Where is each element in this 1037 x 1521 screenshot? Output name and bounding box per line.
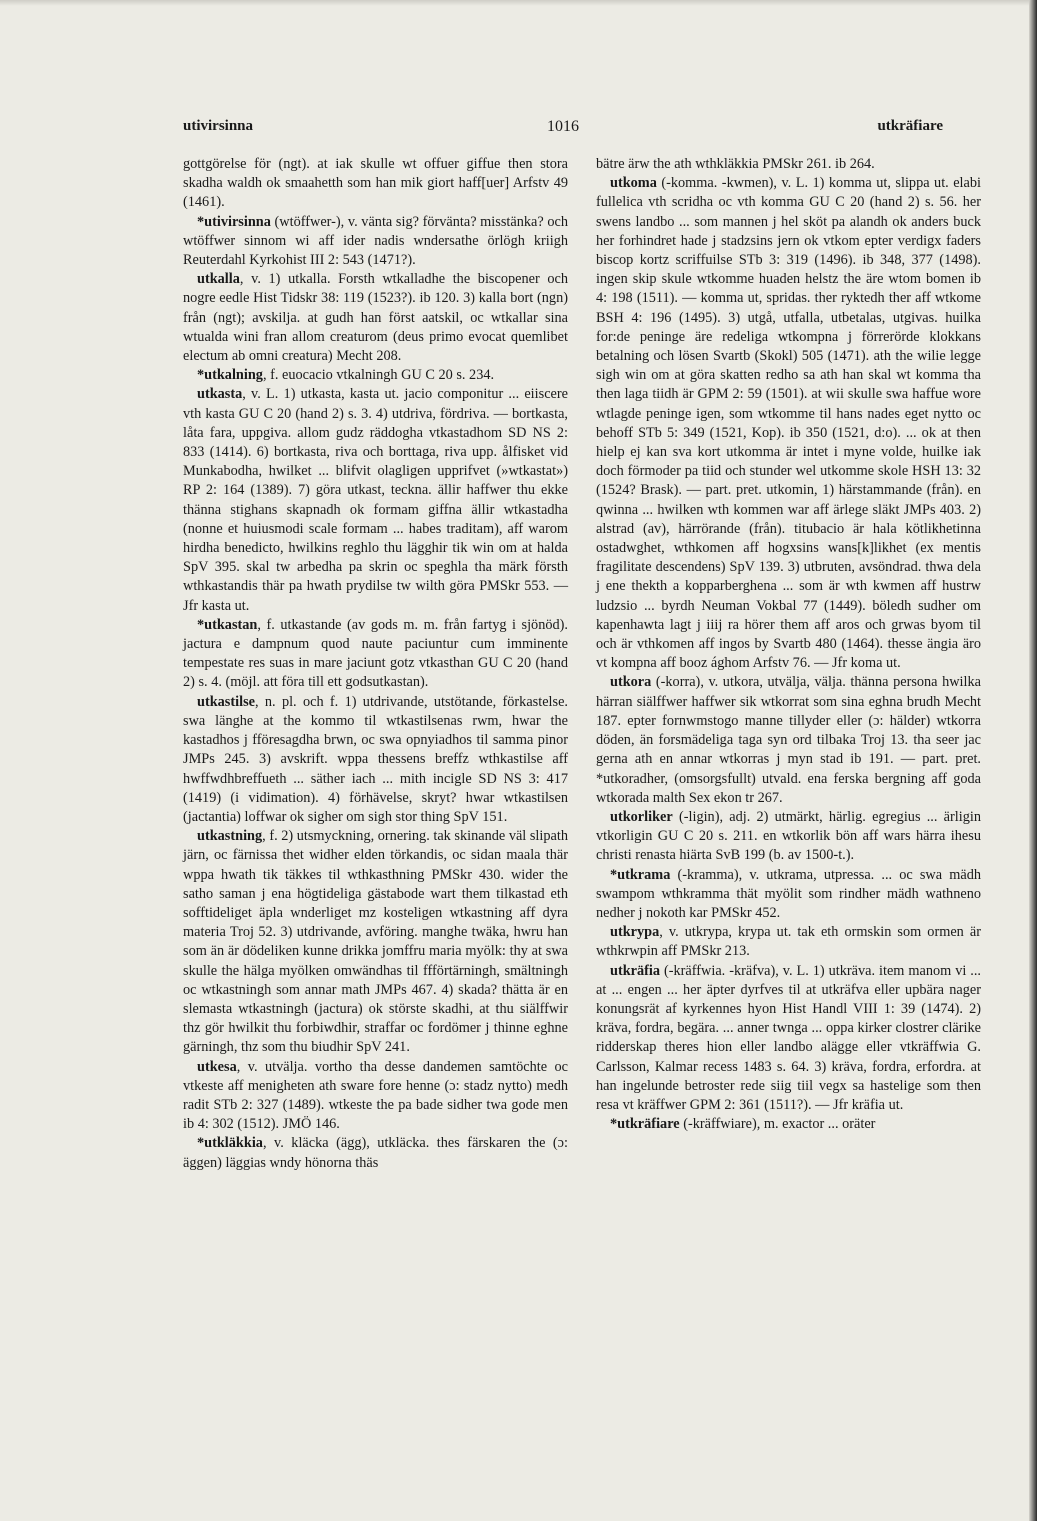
page-binding-edge [1029,0,1037,1521]
dictionary-entry: utkorliker (-ligin), adj. 2) utmärkt, härlig. egregius ... ärligin vtkorligin GU C 20 s. 211. en wtkorlik bön aff wars härra ihesu christi renasta hiärta SvB 199 (b. av 1500-t.). [596,808,981,864]
headword: utkrypa [610,924,660,941]
page-number: 1016 [547,118,579,135]
headword: *utkastan [197,616,258,633]
headword: utkasta [197,386,243,403]
headword: *utivirsinna [197,213,271,230]
dictionary-entry: *utkläkkia, v. kläcka (ägg), utkläcka. thes färskaren the (ɔ: äggen) läggias wndy hönorna thäs [183,1135,568,1171]
headword: utkastning [197,828,263,845]
dictionary-entry: *utkräfiare (-kräffwiare), m. exactor ... oräter [610,1116,876,1133]
headword: utkesa [197,1058,237,1075]
dictionary-entry: utkora (-korra), v. utkora, utvälja, välja. thänna persona hwilka härran siälffwer haffwer sik wtkorrat som sina eghna brudh Mecht 187. epter fornwmstogo manne tillyder eller (ɔ: hälder) wtkorra döden, än forsmädeliga taga syn ord tilbaka Troj 13. tha seer jac gerna ath en annar wtkorras j myn stad ib 191. — part. pret. *utkoradher, (omsorgsfullt) utvald. ena ferska bergning aff goda wtkorada malth Sex ekon tr 267. [596,674,981,806]
right-column [596,155,981,1134]
dictionary-entry: *utkastan, f. utkastande (av gods m. m. från fartyg i sjönöd). jactura e dampnum quod naute paciuntur cum imminente tempestate res suas in mare jaciunt gotz vtkasthan GU C 20 (hand 2) s. 4. (möjl. att föra till ett godsutkastan). [183,616,568,691]
headword: utkorliker [610,808,673,825]
dictionary-entry: utkastning, f. 2) utsmyckning, ornering. tak skinande väl slipath järn, oc färnissa thet widher elden törkandis, oc sidan maala thär wppa hwath tik täkkes til wthkasthning PMSkr 430. wider the satho saman j ena högtideliga gästabode wart them tilkastad eth sofftideliget äpla wnderliget mz kosteligen wtkastning aff dyra materia Troj 52. 3) utdrivande, avföring. manghe twäka, hwru han som än är dödeliken kunne drikka jomffru maria myölk: thy at swa skulle the hälga myölken omwändhas til ffförtärningh, smältningh oc wtkastningh som annar math JMPs 467. 4) skada? thätta är en slemasta wtkastningh (jactura) ok störste skadhi, at thu siälffwir thz gör hwilkit thu forbiwdhir, straffar oc fordömer j thinne eghne gärningh, thz som thu biudhir SpV 241. [183,828,568,1056]
headword: *utkräfiare [610,1116,680,1133]
headword: utkoma [610,175,657,192]
dictionary-entry: utkesa, v. utvälja. vortho tha desse dandemen samtöchte oc vtkeste aff menigheten ath sware fore henne (ɔ: stadz nytto) medh radit STb 2: 327 (1489). wtkeste the pa bade sidher twa gode men ib 4: 302 (1512). JMÖ 146. [183,1058,568,1133]
dictionary-entry: *utkalning, f. euocacio vtkalningh GU C 20 s. 234. [197,367,495,384]
dictionary-entry: utkastilse, n. pl. och f. 1) utdrivande, utstötande, förkastelse. swa länghe at the kommo til wtkastilsenas rwm, hwar the kastadhos j fföresagdha brwn, oc swa opnyiadhos til samma pinor JMPs 245. 3) avskrift. wppa thessens breffz wthkastilse aff hwffwdhbreffueth ... säther iach ... mith incigle SD NS 3: 417 (1419) (i vidimation). 4) förhävelse, skryt? hwar wtkastilsen (jactantia) loffwar ok sigher om sigh stor thing SpV 151. [183,693,568,825]
headword: *utkrama [610,866,671,883]
header-left-guide-word: utivirsinna [183,118,254,134]
dictionary-entry: utkräfia (-kräffwia. -kräfva), v. L. 1) utkräva. item manom vi ... at ... engen ... her äpter dyrfves til at utkräfva eller upbära nager konungsrät af kyrkennes hyon Hist Handl VIII 1: 39 (1474). 2) kräva, fordra, begära. ... anner twnga ... oppa kirker clostrer clärike ridderskap theres hion eller landbo alägge eller vtkräffwia G. Carlsson, Kalmar recess 1483 s. 64. 3) kräva, fordra, erfordra. at han ingelunde betroster rede siig tiil vegx sa hastelige som then resa vt kräffwer GPM 2: 361 (1511?). — Jfr kräfia ut. [596,962,981,1113]
headword: *utkläkkia [197,1135,263,1152]
dictionary-entry: utkoma (-komma. -kwmen), v. L. 1) komma ut, slippa ut. elabi fullelica vth scridha oc vth komma GU C 20 (hand 2) s. 56. her swens landbo ... som mannen j hel sköt pa alandh ok anders buck her forhindret hade j stadzsins jern ok vtkom epter verdigx faders biscop kortz scriffuilse STb 3: 319 (1496). ib 348, 377 (1498). ingen skip skule wtkomme huaden helstz the äre wtom bomen ib 4: 198 (1511). — komma ut, spridas. ther ryktedh ther aff wtkome BSH 4: 196 (1495). 3) utgå, utfalla, utbetalas, utgivas. huilka for:de peninge äre redeliga wtkompna j förrerörde klokkans betalning och lösen Svartb (Skokl) 505 (1471). ath the wilie legge sigh win om at göra skatten redho sa ath han skal wt komma tha then laga tiidh är GPM 2: 59 (1501). at wii skulle swa haffue wore wtlagde peninge igen, som wtkomme til hans nades eget nytto oc behoff STb 5: 349 (1521, Kop). ib 350 (1521, d:o). ... ok at then hielp ej kan sva kort utkomma är intet i myne volde, huilke iak doch förmoder pa tiid och stunder wel utkomme skole HSH 13: 32 (1524? Brask). — part. pret. utkomin, 1) härstammande (från). en qwinna ... hwilken wth kommen war aff ärlege släkt JMPs 403. 2) alstrad (av), härrörande (från). titubacio är hala kötlikhetinna ostadwghet, wthkomen aff hogxsins wans[k]likhet (ex mentis fragilitate descendens) SpV 139. 3) utbruten, avsöndrad. thwa dela j ene thekth a kopparberghena ... som är wth kwmen aff hustrw ludzsio ... byrdh Neuman Vokbal 77 (1449). böledh sudher om kapenhawta lagt j iiij ra hörer them aff aros och grwas byom til och är vthkomen aff ingos by Svartb 480 (1464). thesse ängia äro vt kompna aff booz ághom Arfstv 76. — Jfr koma ut. [596,175,981,672]
dictionary-entry: bätre ärw the ath wthkläkkia PMSkr 261. ib 264. [596,156,875,172]
page-top-edge [0,0,1037,6]
dictionary-entry: utkalla, v. 1) utkalla. Forsth wtkalladhe the biscopener och nogre eedle Hist Tidskr 38: 119 (1523?). ib 120. 3) kalla bort (ngn) från (ngt); avskilja. at gudh han först aatskil, oc wtkallar sina wtualda wini fran allom creaturom (deus primo evocat quemlibet electum ab omni creatura) Mecht 208. [183,271,568,365]
dictionary-entry: utkasta, v. L. 1) utkasta, kasta ut. jacio componitur ... eiiscere vth kasta GU C 20 (hand 2) s. 3. 4) utdriva, fördriva. — bortkasta, låta fara, uppgiva. allom gudz räddogha vtkastadhom SD NS 2: 833 (1414). 6) bortkasta, riva och borttaga, riva upp. ålfisket vid Munkabodha, hwilket ... blifvit olagligen upprifvet (»wtkastat») RP 2: 164 (1389). 7) göra utkast, teckna. ällir haffwer thu ekke thänna stighans skapnadh ok formam giffna ällir wtkastadha (nonne et huiusmodi scale formam ... habes traditam), aff warom hirdha benedicto, hwilkins reghlo thu lägghir tik win om at halda SpV 395. skal tw arbedha pa skrin oc speghla tha märk försth wthkastandis thär pa hwath prydilse tw wilth göra PMSkr 553. — Jfr kasta ut. [183,386,568,614]
dictionary-entry: gottgörelse för (ngt). at iak skulle wt offuer giffue then stora skadha waldh ok smaahetth som han mik giort haff[uer] Arfstv 49 (1461). [183,156,568,211]
dictionary-entry: utkrypa, v. utkrypa, krypa ut. tak eth ormskin som ormen är wthkrwpin aff PMSkr 213. [596,924,981,960]
headword: utkalla [197,271,240,288]
headword: utkräfia [610,962,661,979]
dictionary-entry: *utivirsinna (wtöffwer-), v. vänta sig? förvänta? misstänka? och wtöffwer sinnom wi aff ider nadis wndersathe örlögh kriigh Reuterdahl Kyrkohist III 2: 543 (1471?). [183,213,568,269]
headword: utkastilse [197,693,255,710]
header-right-guide-word: utkräfiare [877,118,943,134]
left-column [183,155,568,1173]
running-header [183,118,943,140]
dictionary-entry: *utkrama (-kramma), v. utkrama, utpressa. ... oc swa mädh swampom wthkramma thät myölit som rindher mädh wathneno nedher j nokoth kar PMSkr 452. [596,866,981,921]
headword: *utkalning [197,367,263,384]
headword: utkora [610,674,652,691]
